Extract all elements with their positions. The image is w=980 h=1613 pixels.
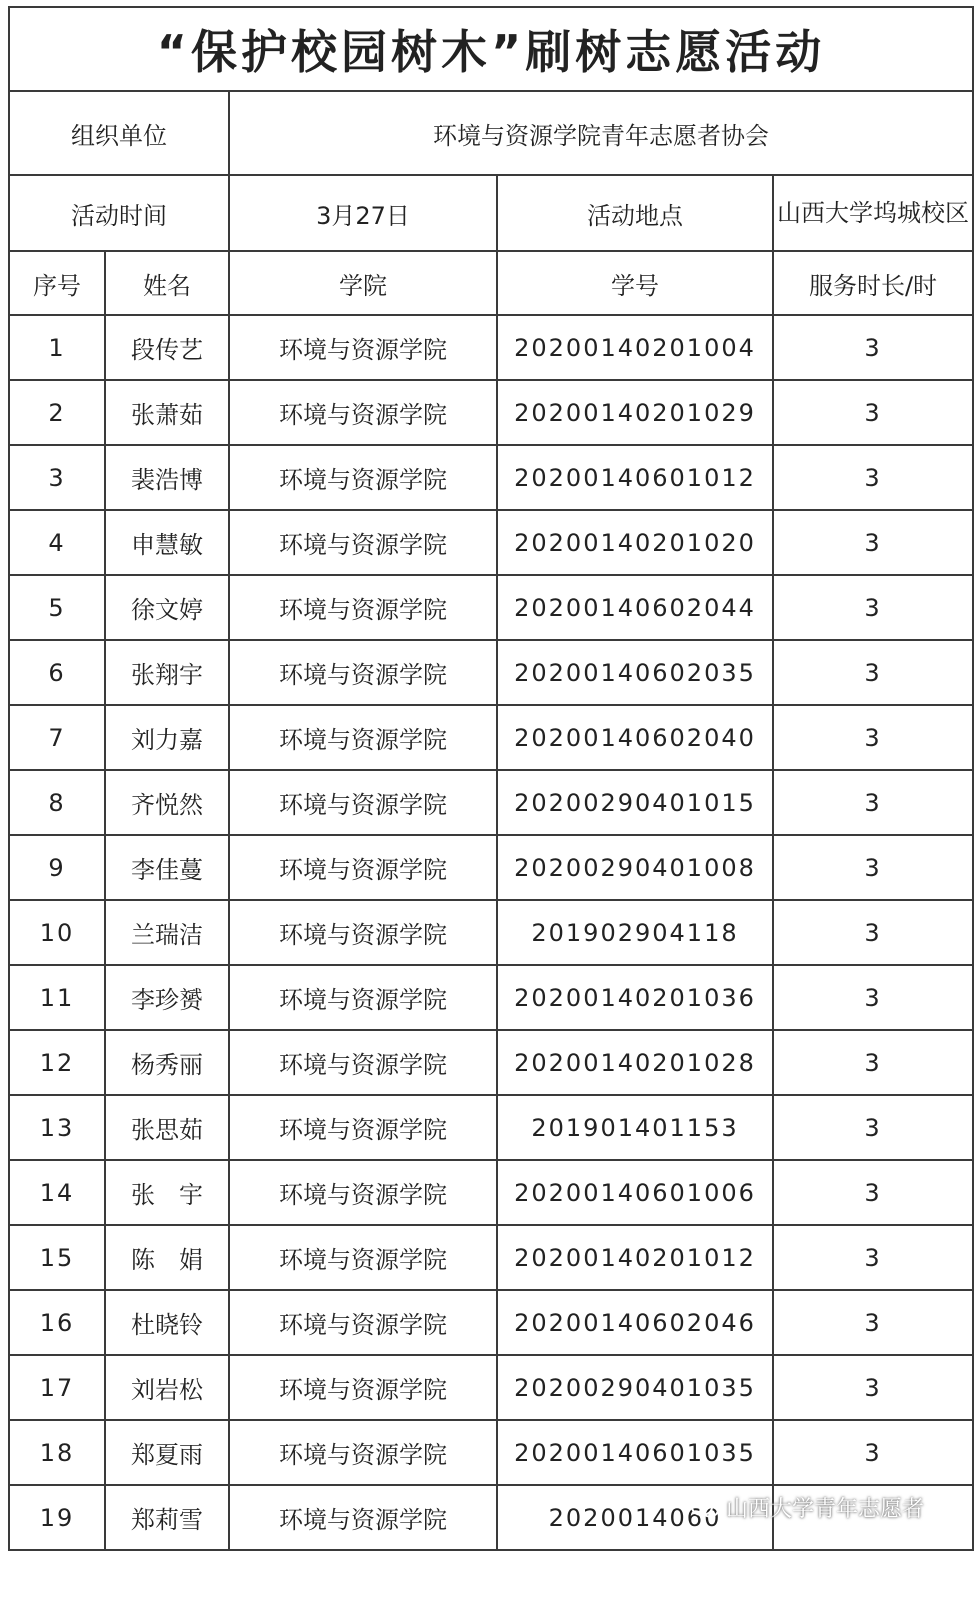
table-row bbox=[9, 770, 973, 835]
row-student-id: 20200140601012 bbox=[497, 445, 773, 510]
table-row bbox=[9, 510, 973, 575]
table-row bbox=[9, 835, 973, 900]
row-hours: 3 bbox=[773, 770, 973, 835]
watermark-text: 山西大学青年志愿者 bbox=[725, 1497, 924, 1522]
row-name: 陈 娟 bbox=[105, 1225, 229, 1290]
row-college: 环境与资源学院 bbox=[229, 1355, 497, 1420]
row-student-id: 20200140201012 bbox=[497, 1225, 773, 1290]
row-name: 李佳蔓 bbox=[105, 835, 229, 900]
row-number: 14 bbox=[9, 1160, 105, 1225]
row-college: 环境与资源学院 bbox=[229, 1290, 497, 1355]
info-row bbox=[9, 175, 973, 251]
row-number: 19 bbox=[9, 1485, 105, 1550]
row-name: 申慧敏 bbox=[105, 510, 229, 575]
table-row bbox=[9, 965, 973, 1030]
row-name: 刘力嘉 bbox=[105, 705, 229, 770]
row-student-id: 20200140601035 bbox=[497, 1420, 773, 1485]
row-college: 环境与资源学院 bbox=[229, 770, 497, 835]
row-number: 9 bbox=[9, 835, 105, 900]
table-row bbox=[9, 315, 973, 380]
wechat-icon bbox=[690, 1497, 720, 1519]
table-row bbox=[9, 1355, 973, 1420]
org-label: 组织单位 bbox=[9, 91, 229, 175]
org-row bbox=[9, 91, 973, 175]
row-number: 10 bbox=[9, 900, 105, 965]
row-name: 张思茹 bbox=[105, 1095, 229, 1160]
row-number: 18 bbox=[9, 1420, 105, 1485]
volunteer-activity-sheet bbox=[8, 6, 972, 1551]
row-name: 兰瑞洁 bbox=[105, 900, 229, 965]
table-row bbox=[9, 1160, 973, 1225]
row-name: 张翔宇 bbox=[105, 640, 229, 705]
row-number: 3 bbox=[9, 445, 105, 510]
row-number: 1 bbox=[9, 315, 105, 380]
row-hours: 3 bbox=[773, 900, 973, 965]
row-student-id: 20200290401015 bbox=[497, 770, 773, 835]
header-name: 姓名 bbox=[105, 251, 229, 315]
row-college: 环境与资源学院 bbox=[229, 445, 497, 510]
table-row bbox=[9, 900, 973, 965]
row-hours: 3 bbox=[773, 315, 973, 380]
row-hours: 3 bbox=[773, 1420, 973, 1485]
row-college: 环境与资源学院 bbox=[229, 835, 497, 900]
table-row bbox=[9, 1095, 973, 1160]
row-college: 环境与资源学院 bbox=[229, 1225, 497, 1290]
row-college: 环境与资源学院 bbox=[229, 1420, 497, 1485]
org-value: 环境与资源学院青年志愿者协会 bbox=[229, 91, 973, 175]
row-number: 8 bbox=[9, 770, 105, 835]
row-name: 杜晓铃 bbox=[105, 1290, 229, 1355]
row-name: 杨秀丽 bbox=[105, 1030, 229, 1095]
table-row bbox=[9, 1225, 973, 1290]
row-hours: 3 bbox=[773, 380, 973, 445]
row-student-id: 20200140201004 bbox=[497, 315, 773, 380]
row-college: 环境与资源学院 bbox=[229, 900, 497, 965]
title-row bbox=[9, 7, 973, 91]
place-value: 山西大学坞城校区 bbox=[773, 175, 973, 251]
row-hours: 3 bbox=[773, 1355, 973, 1420]
row-name: 齐悦然 bbox=[105, 770, 229, 835]
watermark bbox=[690, 1492, 924, 1523]
row-hours: 3 bbox=[773, 1095, 973, 1160]
row-number: 5 bbox=[9, 575, 105, 640]
row-name: 张萧茹 bbox=[105, 380, 229, 445]
row-student-id: 20200140601006 bbox=[497, 1160, 773, 1225]
row-hours: 3 bbox=[773, 1290, 973, 1355]
row-hours: 3 bbox=[773, 1160, 973, 1225]
time-value: 3月27日 bbox=[229, 175, 497, 251]
row-hours: 3 bbox=[773, 965, 973, 1030]
row-hours: 3 bbox=[773, 705, 973, 770]
row-name: 裴浩博 bbox=[105, 445, 229, 510]
table-row bbox=[9, 1030, 973, 1095]
row-student-id: 20200140602046 bbox=[497, 1290, 773, 1355]
row-hours: 3 bbox=[773, 575, 973, 640]
row-student-id: 20200140201020 bbox=[497, 510, 773, 575]
row-student-id: 20200140201029 bbox=[497, 380, 773, 445]
row-college: 环境与资源学院 bbox=[229, 510, 497, 575]
row-college: 环境与资源学院 bbox=[229, 315, 497, 380]
row-hours: 3 bbox=[773, 1030, 973, 1095]
row-number: 7 bbox=[9, 705, 105, 770]
row-name: 段传艺 bbox=[105, 315, 229, 380]
row-hours: 3 bbox=[773, 510, 973, 575]
row-number: 11 bbox=[9, 965, 105, 1030]
row-student-id: 20200290401035 bbox=[497, 1355, 773, 1420]
row-college: 环境与资源学院 bbox=[229, 1160, 497, 1225]
activity-table bbox=[8, 6, 974, 1551]
header-hours: 服务时长/时 bbox=[773, 251, 973, 315]
row-name: 郑夏雨 bbox=[105, 1420, 229, 1485]
row-name: 郑莉雪 bbox=[105, 1485, 229, 1550]
row-name: 李珍赟 bbox=[105, 965, 229, 1030]
header-student-id: 学号 bbox=[497, 251, 773, 315]
table-row bbox=[9, 1290, 973, 1355]
row-name: 徐文婷 bbox=[105, 575, 229, 640]
row-number: 6 bbox=[9, 640, 105, 705]
row-hours: 3 bbox=[773, 640, 973, 705]
row-number: 17 bbox=[9, 1355, 105, 1420]
row-hours: 3 bbox=[773, 835, 973, 900]
row-student-id: 20200140201028 bbox=[497, 1030, 773, 1095]
row-number: 4 bbox=[9, 510, 105, 575]
row-hours: 3 bbox=[773, 445, 973, 510]
row-student-id: 20200140602044 bbox=[497, 575, 773, 640]
row-student-id: 20200290401008 bbox=[497, 835, 773, 900]
row-college: 环境与资源学院 bbox=[229, 575, 497, 640]
row-college: 环境与资源学院 bbox=[229, 1095, 497, 1160]
row-college: 环境与资源学院 bbox=[229, 640, 497, 705]
row-college: 环境与资源学院 bbox=[229, 705, 497, 770]
table-row bbox=[9, 575, 973, 640]
header-college: 学院 bbox=[229, 251, 497, 315]
row-student-id: 2020014060 bbox=[497, 1485, 773, 1550]
row-number: 2 bbox=[9, 380, 105, 445]
row-student-id: 20200140602040 bbox=[497, 705, 773, 770]
table-row bbox=[9, 380, 973, 445]
row-college: 环境与资源学院 bbox=[229, 1030, 497, 1095]
row-student-id: 20200140201036 bbox=[497, 965, 773, 1030]
row-student-id: 201902904118 bbox=[497, 900, 773, 965]
row-name: 刘岩松 bbox=[105, 1355, 229, 1420]
time-label: 活动时间 bbox=[9, 175, 229, 251]
place-label: 活动地点 bbox=[497, 175, 773, 251]
table-row bbox=[9, 1420, 973, 1485]
table-row bbox=[9, 640, 973, 705]
row-number: 13 bbox=[9, 1095, 105, 1160]
row-hours: 3 bbox=[773, 1225, 973, 1290]
sheet-title: “保护校园树木”刷树志愿活动 bbox=[9, 7, 973, 91]
row-number: 16 bbox=[9, 1290, 105, 1355]
table-row bbox=[9, 445, 973, 510]
row-college: 环境与资源学院 bbox=[229, 965, 497, 1030]
row-college: 环境与资源学院 bbox=[229, 380, 497, 445]
table-row bbox=[9, 705, 973, 770]
header-no: 序号 bbox=[9, 251, 105, 315]
row-number: 12 bbox=[9, 1030, 105, 1095]
row-college: 环境与资源学院 bbox=[229, 1485, 497, 1550]
row-number: 15 bbox=[9, 1225, 105, 1290]
row-student-id: 201901401153 bbox=[497, 1095, 773, 1160]
row-student-id: 20200140602035 bbox=[497, 640, 773, 705]
column-header-row bbox=[9, 251, 973, 315]
row-name: 张 宇 bbox=[105, 1160, 229, 1225]
